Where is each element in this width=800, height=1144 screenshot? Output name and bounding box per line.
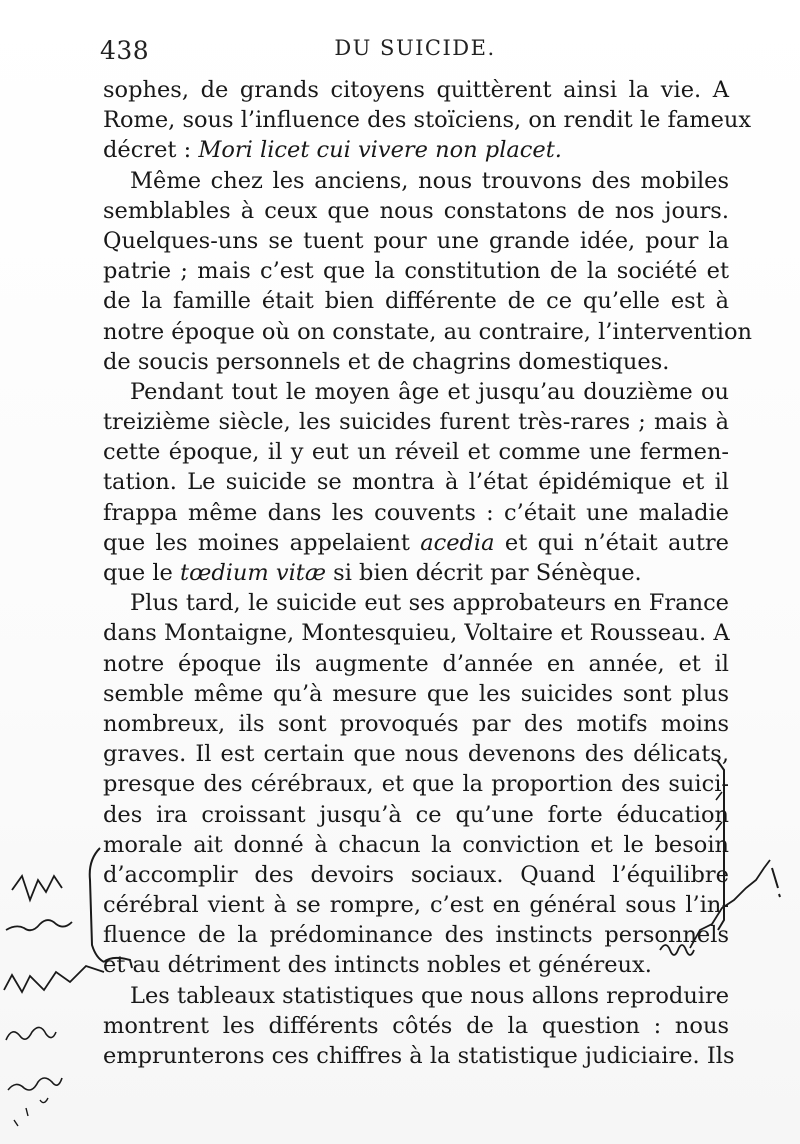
text-segment: notre époque où on constate, au contraire, l’intervention bbox=[103, 318, 753, 345]
text-segment: Plus tard, le suicide eut ses approbateurs en France bbox=[130, 590, 729, 617]
text-line bbox=[103, 226, 729, 256]
left-margin-scribble-3 bbox=[4, 966, 104, 992]
text-segment: fluence de la prédominance des instincts personnels bbox=[103, 922, 729, 949]
text-line bbox=[103, 769, 729, 799]
text-segment: si bien décrit par Sénèque. bbox=[326, 560, 642, 586]
text-segment: décret : bbox=[103, 137, 199, 164]
text-segment: sophes, de grands citoyens quittèrent ainsi la vie. A bbox=[103, 77, 729, 103]
text-segment: des ira croissant jusqu’à ce qu’une forte éducation bbox=[103, 801, 729, 828]
text-segment: cérébral vient à se rompre, c’est en général sous l’in- bbox=[103, 892, 729, 919]
text-line bbox=[103, 347, 729, 377]
text-line bbox=[103, 286, 729, 316]
text-segment: semblables à ceux que nous constatons de nos jours. bbox=[103, 197, 729, 224]
text-line bbox=[103, 618, 729, 648]
italic-text: acedia bbox=[420, 529, 495, 556]
text-segment: morale ait donné à chacun la conviction et le besoin bbox=[103, 831, 729, 858]
text-line bbox=[103, 166, 729, 196]
text-segment: Pendant tout le moyen âge et jusqu’au douzième ou bbox=[130, 378, 729, 405]
text-line bbox=[103, 800, 729, 830]
text-line bbox=[103, 588, 729, 618]
text-segment: Les tableaux statistiques que nous allons reproduire bbox=[130, 982, 730, 1009]
text-line bbox=[103, 407, 729, 437]
italic-text: tœdium vitæ bbox=[180, 560, 326, 586]
left-margin-scribble-1 bbox=[12, 876, 62, 900]
running-head bbox=[100, 36, 730, 72]
text-line bbox=[103, 679, 729, 709]
text-line bbox=[103, 920, 729, 950]
text-segment: et qui n’était autre bbox=[494, 529, 729, 556]
text-line bbox=[103, 890, 729, 920]
text-segment: presque des cérébraux, et que la proportion des suici- bbox=[103, 771, 729, 798]
text-line bbox=[103, 649, 729, 679]
text-line bbox=[103, 467, 729, 497]
text-line bbox=[103, 256, 729, 286]
text-line bbox=[103, 196, 729, 226]
running-title: DU SUICIDE. bbox=[334, 36, 496, 60]
text-segment: patrie ; mais c’est que la constitution de la société et bbox=[103, 258, 729, 285]
text-segment: Quelques-uns se tuent pour une grande idée, pour la bbox=[103, 227, 729, 254]
left-margin-scribble-2 bbox=[6, 920, 72, 930]
text-segment: que les moines appelaient bbox=[103, 529, 421, 556]
margin-bracket-left bbox=[90, 848, 104, 962]
text-segment: graves. Il est certain que nous devenons des délicats, bbox=[103, 741, 729, 768]
text-line bbox=[103, 135, 729, 165]
italic-text: Mori licet cui vivere non placet. bbox=[198, 137, 562, 164]
text-segment: nombreux, ils sont provoqués par des motifs moins bbox=[103, 710, 729, 737]
text-line bbox=[103, 317, 753, 347]
text-line bbox=[103, 1011, 729, 1041]
text-segment: notre époque ils augmente d’année en année, et il bbox=[103, 650, 729, 677]
text-segment: de soucis personnels et de chagrins domestiques. bbox=[103, 348, 670, 375]
body-text bbox=[103, 75, 753, 1071]
left-margin-scribble-5 bbox=[8, 1078, 62, 1090]
text-line bbox=[103, 981, 729, 1011]
text-line bbox=[103, 950, 729, 980]
text-segment: emprunterons ces chiffres à la statistique judiciaire. Ils bbox=[103, 1043, 735, 1069]
text-segment: cette époque, il y eut un réveil et comme une fermen- bbox=[103, 439, 729, 466]
text-segment: Rome, sous l’influence des stoïciens, on rendit le fameux bbox=[103, 107, 752, 134]
text-segment: Même chez les anciens, nous trouvons des mobiles bbox=[130, 167, 729, 194]
text-line bbox=[103, 1041, 735, 1071]
right-margin-exclamation bbox=[772, 868, 780, 897]
text-segment: tation. Le suicide se montra à l’état épidémique et il bbox=[103, 469, 729, 496]
left-margin-scribble-4 bbox=[6, 1027, 56, 1040]
left-margin-scribble-6 bbox=[14, 1098, 48, 1126]
text-segment: montrent les différents côtés de la question : nous bbox=[103, 1012, 729, 1039]
text-line bbox=[103, 437, 729, 467]
page-number: 438 bbox=[100, 36, 150, 65]
text-line bbox=[103, 860, 729, 890]
text-segment: que le bbox=[103, 560, 181, 586]
text-line bbox=[103, 558, 729, 588]
text-line bbox=[103, 709, 729, 739]
text-segment: semble même qu’à mesure que les suicides sont plus bbox=[103, 680, 729, 707]
text-line bbox=[103, 377, 729, 407]
text-segment: frappa même dans les couvents : c’était une maladie bbox=[103, 499, 729, 526]
text-line bbox=[103, 498, 729, 528]
text-segment: d’accomplir des devoirs sociaux. Quand l’équilibre bbox=[103, 861, 729, 888]
text-segment: treizième siècle, les suicides furent très-rares ; mais à bbox=[103, 409, 729, 436]
text-segment: de la famille était bien différente de ce qu’elle est à bbox=[103, 288, 729, 315]
text-segment: et au détriment des intincts nobles et généreux. bbox=[103, 952, 652, 979]
text-line bbox=[103, 830, 729, 860]
text-line bbox=[103, 75, 729, 105]
text-segment: dans Montaigne, Montesquieu, Voltaire et Rousseau. A bbox=[103, 620, 730, 647]
text-line bbox=[103, 739, 729, 769]
text-line bbox=[103, 528, 729, 558]
text-line bbox=[103, 105, 752, 135]
